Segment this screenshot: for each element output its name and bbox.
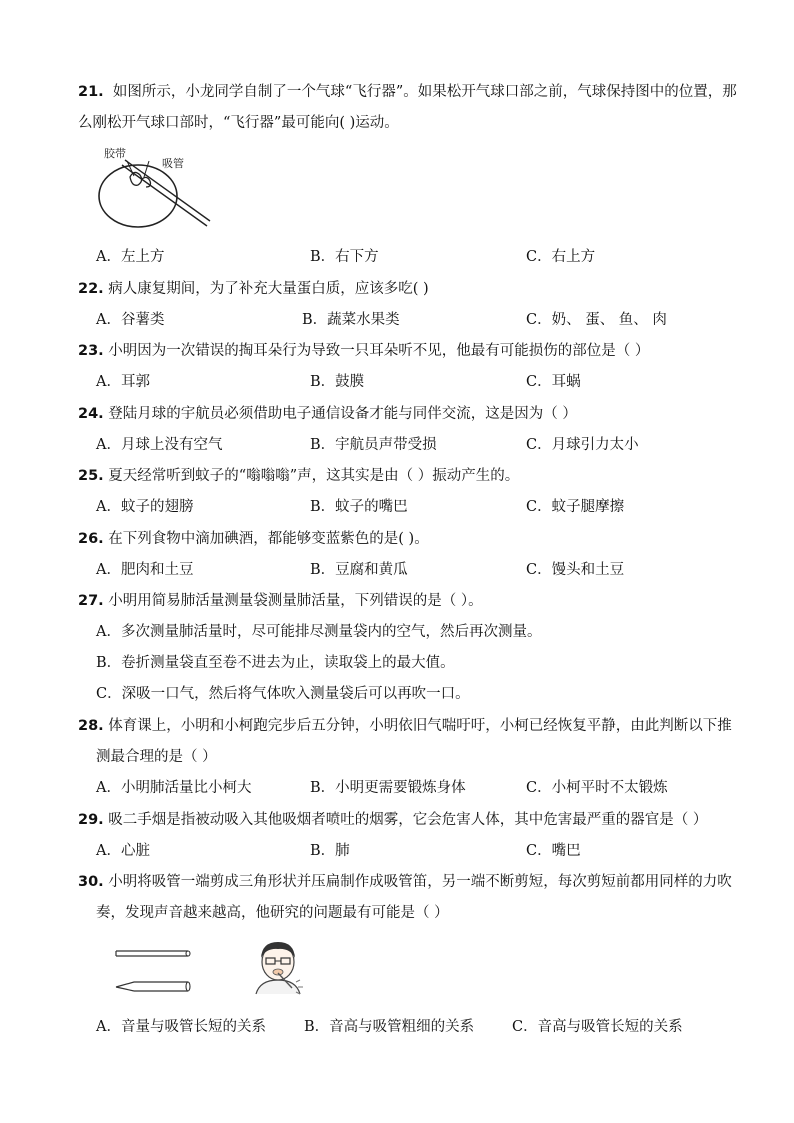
question-29-number: 29.	[78, 812, 104, 828]
question-28-option-c[interactable]: C．小柯平时不太锻炼	[526, 780, 668, 796]
question-29-option-a[interactable]: A．心脏	[96, 843, 150, 859]
question-21-line-1	[78, 82, 737, 102]
question-28-option-b[interactable]: B．小明更需要锻炼身体	[310, 780, 466, 796]
question-26-text: 在下列食物中滴加碘酒，都能够变蓝紫色的是( )。	[108, 531, 429, 547]
question-24-line-1	[78, 404, 577, 424]
question-22-number: 22.	[78, 281, 104, 297]
question-23-text: 小明因为一次错误的掏耳朵行为导致一只耳朵听不见，他最有可能损伤的部位是（ ）	[108, 343, 650, 359]
question-23-option-b[interactable]: B．鼓膜	[310, 374, 365, 390]
boy-blowing-straw-icon	[246, 936, 310, 998]
straw-flute-figure	[112, 945, 202, 995]
question-30-option-a[interactable]: A．音量与吸管长短的关系	[96, 1019, 266, 1035]
question-22-text: 病人康复期间，为了补充大量蛋白质，应该多吃( )	[108, 281, 429, 297]
question-26-line-1	[78, 529, 429, 549]
question-22-line-1	[78, 279, 429, 299]
question-22-option-b[interactable]: B．蔬菜水果类	[302, 312, 400, 328]
question-29-option-c[interactable]: C．嘴巴	[526, 843, 581, 859]
question-24-option-a[interactable]: A．月球上没有空气	[96, 437, 223, 453]
question-23-option-a[interactable]: A．耳郭	[96, 374, 150, 390]
question-25-number: 25.	[78, 468, 104, 484]
straw-label: 吸管	[162, 157, 184, 170]
question-30-number: 30.	[78, 874, 104, 890]
question-23-option-c[interactable]: C．耳蜗	[526, 374, 581, 390]
question-30-text-1: 小明将吸管一端剪成三角形状并压扁制作成吸管笛，另一端不断剪短，每次剪短前都用同样的力吹	[108, 874, 732, 890]
question-26-option-c[interactable]: C．馒头和土豆	[526, 562, 625, 578]
tape-label: 胶带	[104, 147, 126, 160]
question-23-line-1	[78, 341, 649, 361]
question-28-option-a[interactable]: A．小明肺活量比小柯大	[96, 780, 252, 796]
question-30-line-1	[78, 872, 732, 892]
question-26-number: 26.	[78, 531, 104, 547]
straw-cut-icon	[116, 982, 190, 991]
question-24-text: 登陆月球的宇航员必须借助电子通信设备才能与同伴交流，这是因为（ ）	[108, 406, 577, 422]
question-25-option-c[interactable]: C．蚊子腿摩擦	[526, 499, 625, 515]
question-27-line-1	[78, 591, 483, 611]
question-29-line-1	[78, 810, 707, 830]
question-27-option-b[interactable]: B．卷折测量袋直至卷不进去为止，读取袋上的最大值。	[96, 655, 455, 671]
question-27-text: 小明用简易肺活量测量袋测量肺活量，下列错误的是（ ）。	[108, 593, 483, 609]
question-26-option-b[interactable]: B．豆腐和黄瓜	[310, 562, 408, 578]
question-30-option-b[interactable]: B．音高与吸管粗细的关系	[304, 1019, 475, 1035]
question-29-option-b[interactable]: B．肺	[310, 843, 350, 859]
question-22-option-a[interactable]: A．谷薯类	[96, 312, 165, 328]
question-25-option-b[interactable]: B．蚊子的嘴巴	[310, 499, 408, 515]
question-22-option-c[interactable]: C．奶、 蛋、 鱼、 肉	[526, 312, 667, 328]
question-27-option-a[interactable]: A．多次测量肺活量时，尽可能排尽测量袋内的空气，然后再次测量。	[96, 624, 542, 640]
question-26-option-a[interactable]: A．肥肉和土豆	[96, 562, 194, 578]
question-30-line-2: 奏，发现声音越来越高，他研究的问题最有可能是（ ）	[96, 905, 449, 921]
question-29-text: 吸二手烟是指被动吸入其他吸烟者喷吐的烟雾，它会危害人体，其中危害最严重的器官是（ ）	[108, 812, 708, 828]
question-27-number: 27.	[78, 593, 104, 609]
question-21-option-c[interactable]: C．右上方	[526, 249, 596, 265]
question-27-option-c[interactable]: C．深吸一口气，然后将气体吹入测量袋后可以再吹一口。	[96, 686, 470, 702]
question-21-number: 21.	[78, 84, 104, 100]
question-21-line-2: 么刚松开气球口部时，“飞行器”最可能向( )运动。	[78, 115, 399, 131]
question-28-line-1	[78, 716, 732, 736]
question-21-option-a[interactable]: A．左上方	[96, 249, 165, 265]
question-25-option-a[interactable]: A．蚊子的翅膀	[96, 499, 194, 515]
question-25-text: 夏天经常听到蚊子的“嗡嗡嗡”声，这其实是由（ ）振动产生的。	[108, 468, 520, 484]
question-30-option-c[interactable]: C．音高与吸管长短的关系	[512, 1019, 683, 1035]
question-23-number: 23.	[78, 343, 104, 359]
question-24-option-c[interactable]: C．月球引力太小	[526, 437, 639, 453]
question-28-text-1: 体育课上，小明和小柯跑完步后五分钟，小明依旧气喘吁吁，小柯已经恢复平静，由此判断以下推	[108, 718, 732, 734]
straw-intact-icon	[116, 951, 190, 956]
question-21-text-1: 如图所示，小龙同学自制了一个气球“飞行器”。如果松开气球口部之前，气球保持图中的位置，那	[112, 84, 737, 100]
question-28-number: 28.	[78, 718, 104, 734]
question-25-line-1	[78, 466, 519, 486]
balloon-flyer-figure	[92, 143, 222, 238]
question-28-line-2: 测最合理的是（ ）	[96, 749, 217, 765]
question-21-option-b[interactable]: B．右下方	[310, 249, 379, 265]
question-24-number: 24.	[78, 406, 104, 422]
question-24-option-b[interactable]: B．宇航员声带受损	[310, 437, 437, 453]
